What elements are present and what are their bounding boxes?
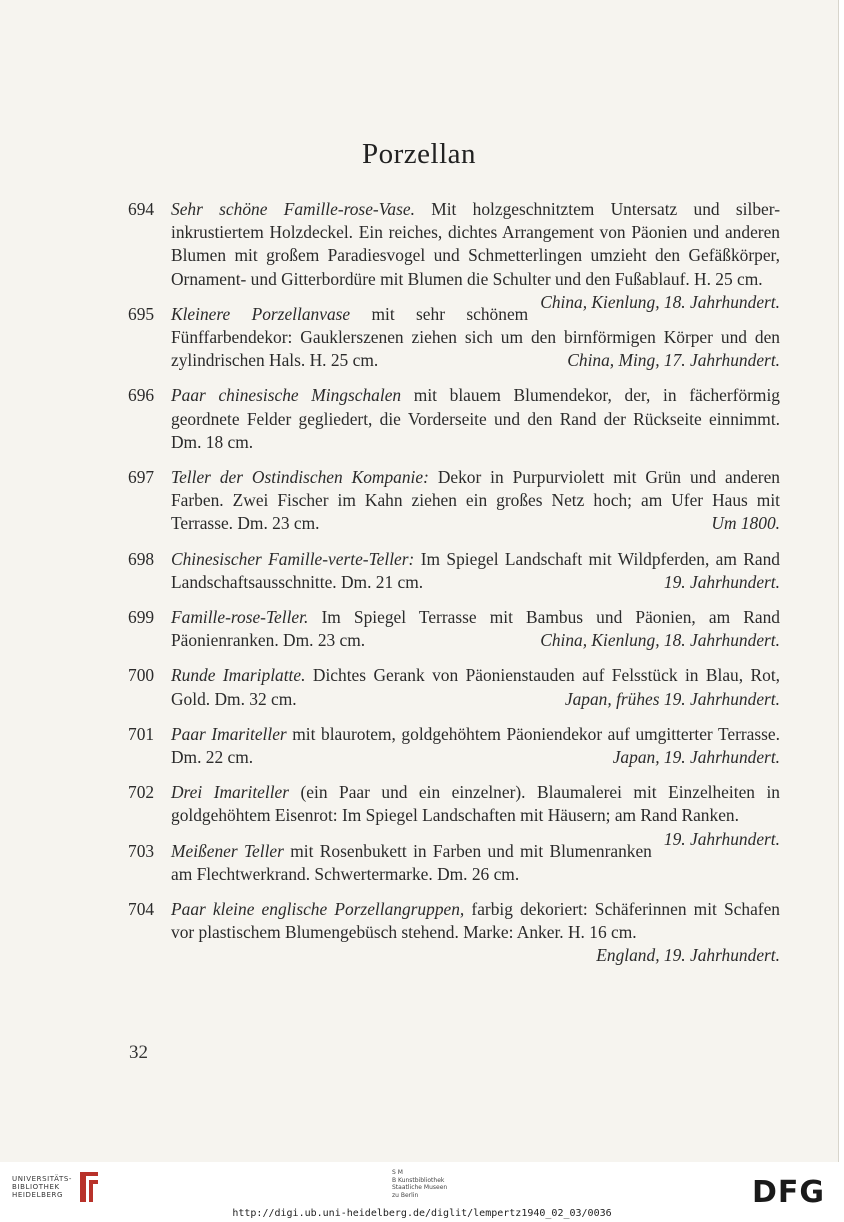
digitization-footer bbox=[0, 1163, 844, 1222]
entry-text: mit Rosenbukett in Farben und mit Blumenranken am Flechtwerkrand. Schwertermarke. Dm. 26 cm. bbox=[171, 840, 652, 884]
library-name bbox=[12, 1175, 72, 1199]
entry-text: Dichtes Gerank von Päonienstauden auf Felsstück in Blau, Rot, Gold. Dm. 32 cm. bbox=[171, 665, 780, 709]
entry-text: mit blaurotem, goldgehöhtem Päoniendekor auf umgitterter Terrasse. Dm. 22 cm. bbox=[171, 723, 780, 768]
entry-origin: England, 19. Jahrhundert. bbox=[596, 945, 780, 966]
entry-origin: 19. Jahrhundert. bbox=[663, 828, 780, 849]
museum-line: S M bbox=[392, 1169, 403, 1176]
source-url[interactable]: http://digi.ub.uni-heidelberg.de/diglit/lempertz1940_02_03/0036 bbox=[232, 1208, 612, 1219]
page-number: 32 bbox=[129, 1042, 148, 1063]
entry-name: Drei Imariteller bbox=[171, 782, 290, 803]
entry-origin: Japan, frühes 19. Jahrhundert. bbox=[564, 688, 780, 709]
entry-number: 698 bbox=[128, 548, 155, 569]
entry-origin: Japan, 19. Jahrhundert. bbox=[612, 747, 780, 768]
entry-origin: Um 1800. bbox=[711, 513, 780, 534]
catalog-entry bbox=[128, 664, 780, 710]
catalog-entry bbox=[128, 384, 780, 454]
library-line: UNIVERSITÄTS- bbox=[12, 1175, 73, 1183]
entry-list bbox=[128, 198, 780, 980]
entry-text: Dekor in Purpurviolett mit Grün und anderen Farben. Zwei Fischer im Kahn ziehen ein großes Netz hoch; am Ufer Haus mit Terrasse. Dm. 23 cm. bbox=[171, 467, 780, 534]
catalog-entry bbox=[128, 466, 780, 536]
entry-name: Famille-rose-Teller. bbox=[171, 607, 309, 628]
catalog-entry bbox=[128, 723, 780, 769]
entry-text: mit sehr schönem Fünffarbendekor: Gauklerszenen ziehen sich um den birnförmigen Körper und den zylindrischen Hals. H. 25 cm. bbox=[171, 303, 780, 371]
entry-origin: China, Kienlung, 18. Jahrhundert. bbox=[540, 291, 780, 312]
entry-name: Paar kleine englische Porzellangruppen, bbox=[171, 899, 465, 920]
entry-text: farbig dekoriert: Schäferinnen mit Schafen vor plastischem Blumengebüsch stehend. Marke: Anker. H. 16 cm. bbox=[171, 899, 780, 943]
catalog-entry bbox=[128, 198, 780, 312]
entry-number: 695 bbox=[128, 303, 155, 324]
entry-name: Chinesischer Famille-verte-Teller: bbox=[171, 548, 415, 569]
museum-line: B Kunstbibliothek bbox=[392, 1176, 445, 1184]
page-title: Porzellan bbox=[361, 138, 476, 170]
museum-line: Staatliche Museen bbox=[392, 1184, 448, 1191]
catalog-entry bbox=[128, 548, 780, 594]
entry-origin: 19. Jahrhundert. bbox=[663, 571, 780, 592]
entry-text: Mit holzgeschnitztem Untersatz und silber-inkrustiertem Holzdeckel. Ein reiches, dichtes Arrangement von Päonien und anderen Blumen mit großem Paradiesvogel und Schmetterlingen umzieht den Gefäßkörper, Ornament- und Gitterbordüre mit Blumen die Schulter und den Fußablauf. H. 25 cm. bbox=[171, 199, 780, 289]
entry-number: 701 bbox=[128, 723, 155, 744]
library-logo-icon bbox=[76, 1170, 102, 1204]
entry-number: 703 bbox=[128, 840, 155, 861]
entry-number: 696 bbox=[128, 385, 155, 406]
entry-name: Paar Imariteller bbox=[171, 723, 287, 744]
entry-text: Im Spiegel Terrasse mit Bambus und Päonien, am Rand Päonienranken. Dm. 23 cm. bbox=[171, 607, 780, 651]
dfg-logo: DFG bbox=[752, 1175, 826, 1210]
catalog-entry bbox=[128, 840, 780, 886]
entry-name: Kleinere Porzellanvase bbox=[171, 303, 351, 324]
entry-number: 700 bbox=[128, 665, 155, 686]
entry-text: (ein Paar und ein einzelner). Blaumalerei mit Einzelheiten in goldgehöhtem Eisenrot: Im Spiegel Landschaften mit Häusern; am Rand Ranken. bbox=[171, 782, 780, 826]
catalog-entry bbox=[128, 781, 780, 849]
entry-number: 697 bbox=[128, 467, 155, 488]
entry-name: Runde Imariplatte. bbox=[171, 665, 306, 686]
entry-origin: China, Ming, 17. Jahrhundert. bbox=[567, 350, 780, 371]
library-line: BIBLIOTHEK bbox=[12, 1183, 60, 1191]
entry-name: Sehr schöne Famille-rose-Vase. bbox=[171, 199, 415, 219]
entry-text: Im Spiegel Landschaft mit Wildpferden, am Rand Landschaftsausschnitte. Dm. 21 cm. bbox=[171, 548, 780, 592]
entry-name: Meißener Teller bbox=[171, 840, 284, 861]
entry-name: Teller der Ostindischen Kompanie: bbox=[171, 467, 429, 488]
museum-line: zu Berlin bbox=[392, 1191, 419, 1199]
entry-text: mit blauem Blumendekor, der, in fächerförmig geordnete Felder gegliedert, die Vorderseite und den Rand der Rückseite einnimmt. Dm. 18 cm. bbox=[171, 385, 780, 452]
museum-credit bbox=[392, 1169, 447, 1199]
catalog-entry bbox=[128, 898, 780, 968]
entry-origin: China, Kienlung, 18. Jahrhundert. bbox=[540, 630, 780, 651]
entry-name: Paar chinesische Mingschalen bbox=[171, 385, 402, 406]
entry-number: 699 bbox=[128, 607, 155, 628]
entry-number: 694 bbox=[128, 199, 155, 219]
library-line: HEIDELBERG bbox=[12, 1191, 63, 1199]
catalog-entry bbox=[128, 303, 780, 373]
entry-number: 702 bbox=[128, 782, 155, 803]
entry-number: 704 bbox=[128, 899, 155, 920]
catalog-entry bbox=[128, 606, 780, 652]
